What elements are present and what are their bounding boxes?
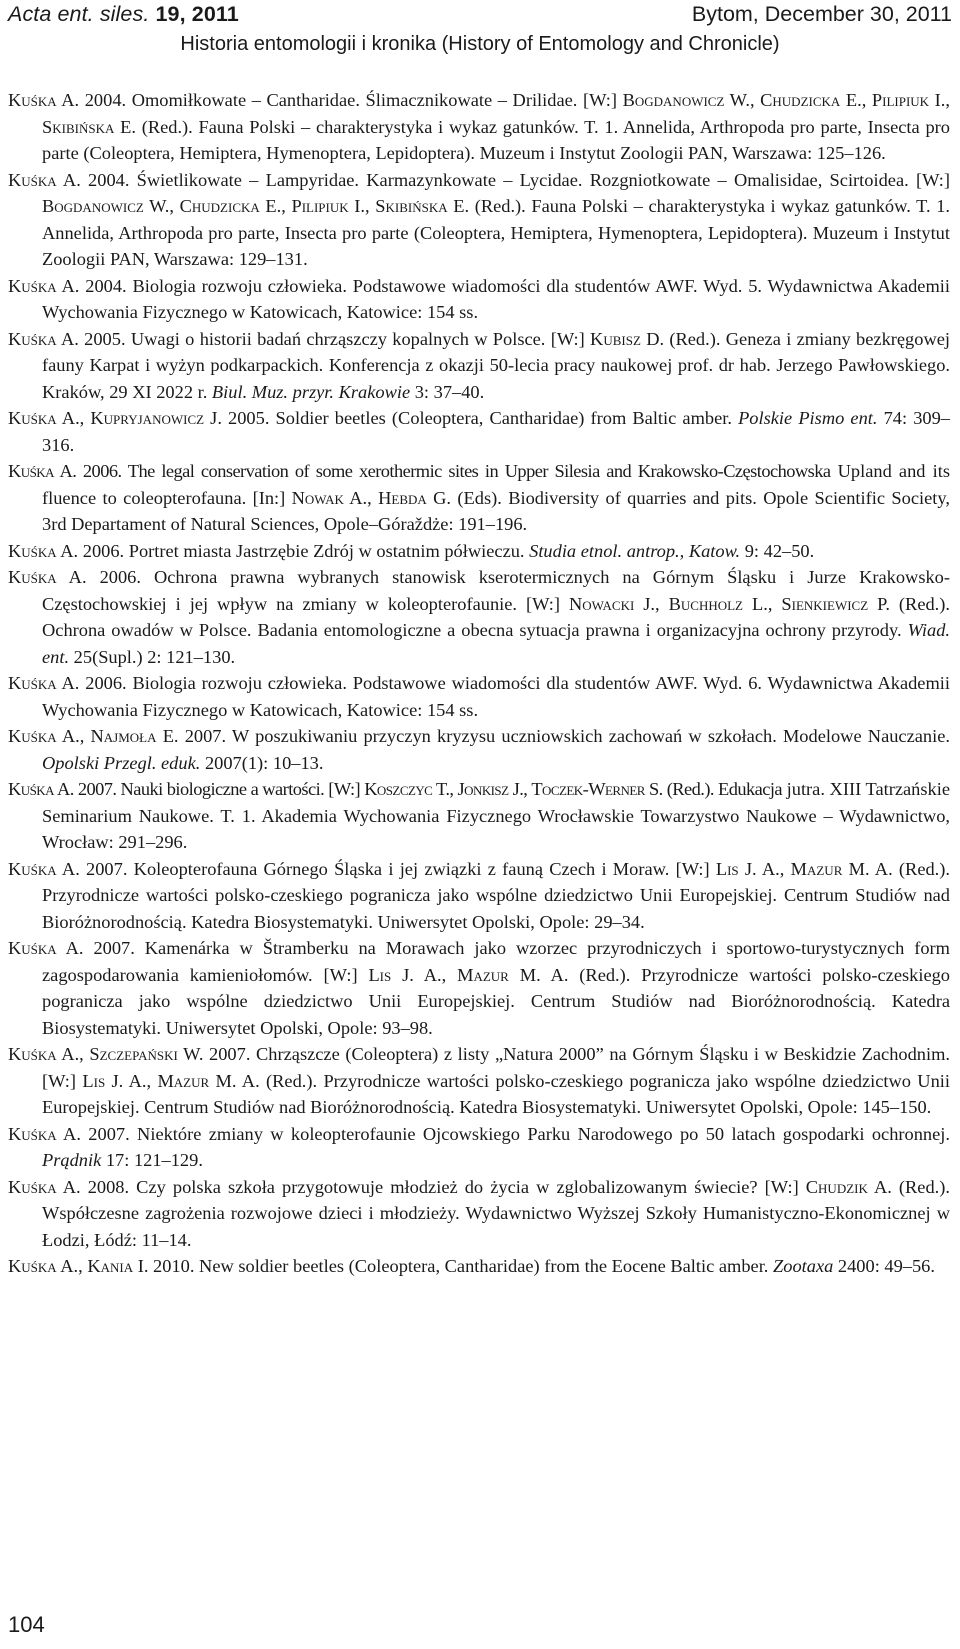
author-name: Mazur <box>157 1070 210 1091</box>
reference-text: I. 2010. New soldier beetles (Coleoptera, Cantharidae) from the Eocene Baltic amber. <box>133 1256 774 1276</box>
reference-entry <box>8 1041 950 1121</box>
reference-text: A. 2007. Nauki biologiczne a wartości. [W:] <box>53 779 365 799</box>
reference-entry <box>8 326 950 406</box>
author-name: Buchholz <box>668 593 743 614</box>
reference-text: E. (Red.). Fauna Polski – charakterystyka i wykaz gatunków. T. 1. Annelida, Arthropoda pro parte, Insecta pro parte (Coleoptera, Hemiptera, Hymenoptera, Lepidoptera). Muzeum i Instytut Zoologii PAN, Warszawa: 125–126. <box>42 116 950 163</box>
reference-entry <box>8 564 950 670</box>
reference-text: W., <box>724 90 761 110</box>
reference-text: A. (Red.). Współczesne zagrożenia rozwojowe dzieci i młodzieży. Wydawnictwo Wyższej Szkoły Humanistyczno-Ekonomicznej w Łodzi, Łódź: 11–14. <box>42 1176 950 1250</box>
author-name: Najmoła <box>90 726 157 746</box>
author-name: Chudzicka <box>760 90 841 110</box>
reference-text: W., <box>143 196 180 216</box>
reference-text: M. A. (Red.). Przyrodnicze wartości polsko-czeskiego pogranicza jako wspólne dziedzictwo Unii Europejskiej. Centrum Studiów nad Bioróżnorodnością. Katedra Biosystematyki. Uniwersytet Opolski, Opole: 29–34. <box>42 858 950 932</box>
reference-text: L., <box>743 593 782 614</box>
author-name: Kuśka <box>8 461 54 481</box>
reference-text: A. 2006. The legal conservation of some xerothermic sites in Upper Silesia and Krakowsko-Częstochowska <box>53 461 831 481</box>
author-name: Skibińska <box>42 116 115 137</box>
reference-text: A., <box>56 408 91 428</box>
reference-text: A. 2006. Portret miasta Jastrzębie Zdrój w ostatnim półwieczu. <box>56 540 530 561</box>
reference-entry <box>8 87 950 167</box>
reference-text: 9: 42–50. <box>740 540 815 561</box>
reference-entry <box>8 776 950 856</box>
author-name: Kuśka <box>8 169 57 190</box>
reference-text: A. 2007. Niektóre zmiany w koleopterofaunie Ojcowskiego Parku Narodowego po 50 latach gospodarki ochronnej. <box>56 1123 950 1144</box>
reference-text: A. 2004. Omomiłkowate – Cantharidae. Ślimacznikowate – Drilidae. [W:] <box>56 90 623 110</box>
reference-text: A., <box>343 487 379 508</box>
reference-text: A. 2004. Świetlikowate – Lampyridae. Karmazynkowate – Lycidae. Rozgniotkowate – Omalisidae, Scirtoidea. [W:] <box>56 169 950 190</box>
author-name: Kupryjanowicz <box>90 408 205 428</box>
reference-text: E., <box>259 196 292 216</box>
reference-list <box>8 87 950 1280</box>
journal-volume: 19, 2011 <box>155 2 239 26</box>
author-name: Nowak <box>291 487 344 508</box>
author-name: Skibińska <box>375 196 448 216</box>
author-name: Sienkiewicz <box>781 593 869 614</box>
reference-text: A. 2006. Biologia rozwoju człowieka. Podstawowe wiadomości dla studentów AWF. Wyd. 6. Wydawnictwa Akademii Wychowania Fizycznego w Katowicach, Katowice: 154 ss. <box>42 673 950 720</box>
author-name: Kuśka <box>8 1256 57 1276</box>
author-name: Kuśka <box>8 673 57 693</box>
author-name: Chudzik <box>805 1176 868 1197</box>
reference-text: A. 2008. Czy polska szkoła przygotowuje młodzież do życia w zglobalizowanym świecie? [W:] <box>56 1176 806 1197</box>
reference-text: E., <box>840 90 872 110</box>
reference-text: J. A., <box>738 858 791 879</box>
reference-text: J. A., <box>105 1070 158 1091</box>
author-name: Kuśka <box>8 1123 57 1144</box>
reference-text: A., <box>56 1044 90 1064</box>
author-name: Bogdanowicz <box>622 90 725 110</box>
author-name: Kuśka <box>8 328 57 349</box>
author-name: Kuśka <box>8 938 57 958</box>
author-name: Kubisz <box>590 328 641 349</box>
author-name: Kuśka <box>8 726 57 746</box>
reference-text: G. (Eds). Biodiversity of quarries and pits. Opole Scientific Society, 3rd Departament of Natural Sciences, Opole–Góraždże: 191–196. <box>42 487 950 534</box>
author-name: Toczek-Werner <box>531 779 645 799</box>
reference-entry <box>8 670 950 723</box>
running-header <box>0 0 960 60</box>
author-name: Pilipiuk <box>871 90 930 110</box>
reference-text: 2007(1): 10–13. <box>200 752 324 773</box>
reference-text: jutra. XIII Tatrzańskie Seminarium Naukowe. T. 1. Akademia Wychowania Fizycznego Wrocławskie Towarzystwo Naukowe – Wydawnictwo, Wrocław: 291–296. <box>42 779 950 852</box>
author-name: Lis <box>715 858 739 879</box>
reference-entry <box>8 458 950 538</box>
author-name: Mazur <box>790 858 843 879</box>
reference-text: 3: 37–40. <box>410 381 485 402</box>
author-name: Mazur <box>457 964 509 985</box>
author-name: Kuśka <box>8 858 57 879</box>
reference-text: E. (Red.). Fauna Polski – charakterystyka i wykaz gatunków. T. 1. Annelida, Arthropoda pro parte, Insecta pro parte (Coleoptera, Hemiptera, Hymenoptera, Lepidoptera). Muzeum i Instytut Zoologii PAN, Warszawa: 129–131. <box>42 196 950 269</box>
reference-text: A. 2007. Kamenárka w Štramberku na Morawach jako wzorzec przyrodniczych i sportowo-turystycznych form zagospodarowania kamieniołomów. [W:] <box>42 938 950 985</box>
author-name: Kuśka <box>8 1176 57 1197</box>
reference-text: A. 2004. Biologia rozwoju człowieka. Podstawowe wiadomości dla studentów AWF. Wyd. 5. Wydawnictwa Akademii Wychowania Fizycznego w Katowicach, Katowice: 154 ss. <box>42 275 950 322</box>
journal-name: Studia etnol. antrop., Katow. <box>529 540 741 561</box>
reference-entry <box>8 1253 950 1280</box>
journal-name: Zootaxa <box>773 1256 834 1276</box>
reference-text: M. A. (Red.). Przyrodnicze wartości polsko-czeskiego pogranicza jako wspólne dziedzictwo Unii Europejskiej. Centrum Studiów nad Bioróżnorodnością. Katedra Biosystematyki. Uniwersytet Opolski, Opole: 93–98. <box>42 964 951 1038</box>
author-name: Kuśka <box>8 408 57 428</box>
reference-entry <box>8 723 950 776</box>
author-name: Kuśka <box>8 540 57 561</box>
reference-text: W. 2007. Chrząszcze (Coleoptera) z listy „Natura 2000” na Górnym Śląsku i w Beskidzie Zachodnim. [W:] <box>42 1044 950 1091</box>
author-name: Hebda <box>378 487 427 508</box>
author-name: Kania <box>87 1256 134 1276</box>
reference-entry <box>8 856 950 936</box>
reference-text: Upland and its fluence to coleopterofauna. [In:] <box>42 461 950 508</box>
reference-text: 17: 121–129. <box>101 1150 203 1170</box>
reference-entry <box>8 538 950 565</box>
reference-entry <box>8 405 950 458</box>
reference-text: A., <box>56 1256 88 1276</box>
journal-title: Acta ent. siles. <box>8 2 150 26</box>
reference-text: A. 2007. Koleopterofauna Górnego Śląska i jej związki z fauną Czech i Moraw. [W:] <box>56 858 716 879</box>
author-name: Bogdanowicz <box>42 196 144 216</box>
author-name: Pilipiuk <box>291 196 349 216</box>
reference-text: T., <box>432 779 458 799</box>
reference-entry <box>8 1121 950 1174</box>
author-name: Kuśka <box>8 779 54 799</box>
journal-citation <box>8 2 239 27</box>
author-name: Kuśka <box>8 90 57 110</box>
reference-text: P. (Red.). Ochrona owadów w Polsce. Badania entomologiczne a obecna sytuacja prawna i organizacyjna ochrony przyrody. <box>42 593 950 640</box>
journal-name: Wiad. ent. <box>42 620 950 667</box>
author-name: Kuśka <box>8 1044 57 1064</box>
reference-text: 25(Supl.) 2: 121–130. <box>69 646 236 667</box>
journal-name: Prądnik <box>42 1150 102 1170</box>
reference-text: J., <box>508 779 532 799</box>
reference-text: 2400: 49–56. <box>833 1256 935 1276</box>
author-name: Lis <box>368 964 392 985</box>
author-name: Lis <box>82 1070 106 1091</box>
reference-entry <box>8 935 950 1041</box>
reference-text: I., <box>929 90 950 110</box>
author-name: Nowacki <box>569 593 635 614</box>
reference-entry <box>8 167 950 273</box>
reference-entry <box>8 273 950 326</box>
reference-text: E. 2007. W poszukiwaniu przyczyn kryzysu uczniowskich zachowań w szkołach. Modelowe Nauczanie. <box>156 726 950 746</box>
reference-text: 74: 309–316. <box>42 408 950 455</box>
reference-text: M. A. (Red.). Przyrodnicze wartości polsko-czeskiego pogranicza jako wspólne dziedzictwo Unii Europejskiej. Centrum Studiów nad Bioróżnorodnością. Katedra Biosystematyki. Uniwersytet Opolski, Opole: 145–150. <box>42 1070 950 1117</box>
reference-text: J., <box>634 593 669 614</box>
journal-name: Opolski Przegl. eduk. <box>42 752 201 773</box>
journal-name: Biul. Muz. przyr. Krakowie <box>211 381 411 402</box>
author-name: Koszczyc <box>364 779 433 799</box>
author-name: Chudzicka <box>179 196 260 216</box>
reference-text: D. (Red.). Geneza i zmiany bezkręgowej fauny Karpat i wyżyn podkarpackich. Konferencja z okazji 50-lecia pracy naukowej prof. dr hab. Jerzego Pawłowskiego. Kraków, 29 XI 2022 r. <box>42 328 950 402</box>
author-name: Kuśka <box>8 275 57 296</box>
reference-text: I., <box>348 196 376 216</box>
reference-text: A. 2005. Uwagi o historii badań chrząszczy kopalnych w Polsce. [W:] <box>56 328 591 349</box>
author-name: Szczepański <box>89 1044 178 1064</box>
reference-text: J. A., <box>391 964 458 985</box>
author-name: Kuśka <box>8 567 57 587</box>
reference-text: A. 2006. Ochrona prawna wybranych stanowisk kserotermicznych na Górnym Śląsku i Jurze Krakowsko-Częstochowskiej i jej wpływ na zmiany w koleopterofaunie. [W:] <box>42 567 950 614</box>
reference-text: S. (Red.). Edukacja <box>644 779 783 799</box>
author-name: Jonkisz <box>457 779 509 799</box>
reference-text: J. 2005. Soldier beetles (Coleoptera, Cantharidae) from Baltic amber. <box>204 408 739 428</box>
reference-entry <box>8 1174 950 1254</box>
publication-place-date: Bytom, December 30, 2011 <box>691 2 952 26</box>
reference-text: A., <box>56 726 91 746</box>
page-number: 104 <box>8 1612 45 1637</box>
section-title: Historia entomologii i kronika (History of Entomology and Chronicle) <box>180 33 780 55</box>
journal-name: Polskie Pismo ent. <box>738 408 878 428</box>
